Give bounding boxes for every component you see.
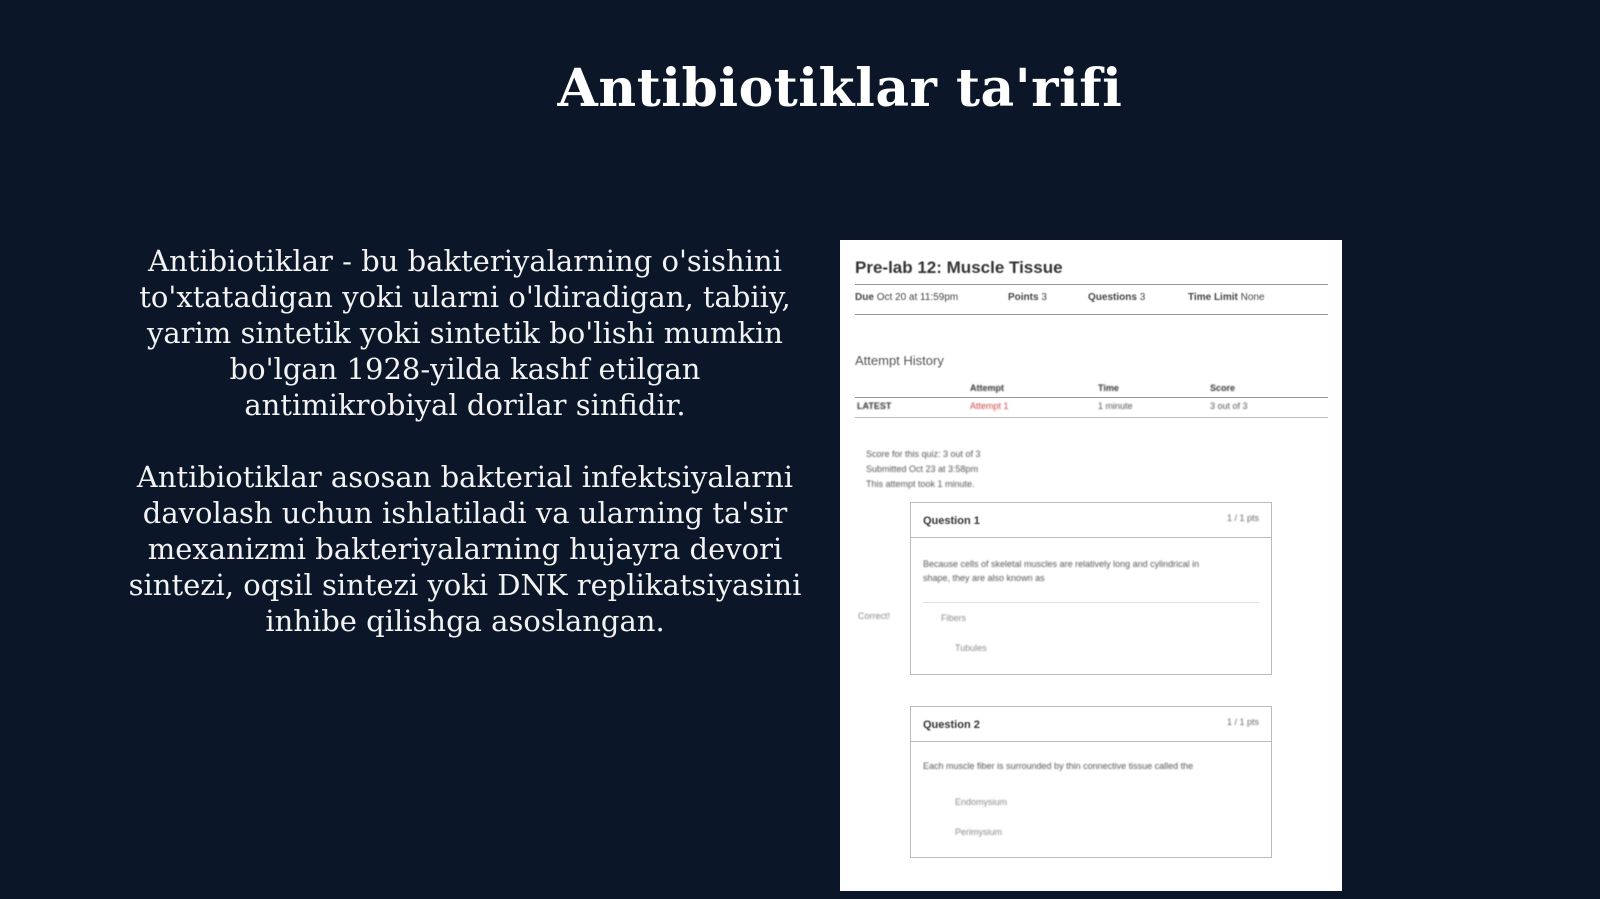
- question-header: [911, 707, 1271, 742]
- question-card: [910, 706, 1272, 858]
- divider: [855, 284, 1328, 285]
- attempt-history-heading: Attempt History: [855, 353, 944, 368]
- attempt-link[interactable]: Attempt 1: [970, 401, 1009, 411]
- answer-option[interactable]: Endomysium: [955, 797, 1008, 807]
- question-text-line: Each muscle fiber is surrounded by thin connective tissue called the: [923, 761, 1194, 771]
- attempt-score: 3 out of 3: [1210, 401, 1248, 411]
- column-header-score: Score: [1210, 383, 1236, 393]
- question-title: Question 1: [923, 515, 980, 527]
- answer-option[interactable]: Perimysium: [955, 827, 1003, 837]
- quiz-questions: Questions 3: [1088, 292, 1146, 303]
- divider: [855, 314, 1328, 315]
- question-text-line: shape, they are also known as: [923, 573, 1045, 583]
- question-points: 1 / 1 pts: [1226, 717, 1259, 727]
- quiz-due: Due Oct 20 at 11:59pm: [855, 292, 959, 303]
- quiz-time-limit: Time Limit None: [1188, 292, 1265, 303]
- divider: [855, 397, 1328, 398]
- quiz-score-summary: Score for this quiz: 3 out of 3: [866, 449, 981, 459]
- answer-option[interactable]: Fibers: [941, 613, 967, 623]
- question-points: 1 / 1 pts: [1226, 513, 1259, 523]
- column-header-attempt: Attempt: [970, 383, 1004, 393]
- paragraph-usage: Antibiotiklar asosan bakterial infektsiyalarni davolash uchun ishlatiladi va ularning ta'sir mexanizmi bakteriyalarning hujayra devori sintezi, oqsil sintezi yoki DNK replikatsiyasini inhibe qilishga asoslangan.: [128, 460, 802, 638]
- question-card: [910, 502, 1272, 675]
- divider: [923, 602, 1259, 603]
- correct-label: Correct!: [858, 611, 891, 621]
- quiz-points: Points 3: [1008, 292, 1047, 303]
- column-header-time: Time: [1098, 383, 1119, 393]
- slide-body: [125, 243, 805, 675]
- attempt-time: 1 minute: [1098, 401, 1133, 411]
- divider: [855, 417, 1328, 418]
- quiz-duration: This attempt took 1 minute.: [866, 479, 975, 489]
- quiz-submitted: Submitted Oct 23 at 3:58pm: [866, 464, 979, 474]
- paragraph-definition: Antibiotiklar - bu bakteriyalarning o'sishini to'xtatadigan yoki ularni o'ldiradigan, tabiiy, yarim sintetik yoki sintetik bo'lishi mumkin bo'lgan 1928-yilda kashf etilgan antimikrobiyal dorilar sinfidir.: [139, 244, 791, 422]
- answer-option[interactable]: Tubules: [955, 643, 987, 653]
- question-text-line: Because cells of skeletal muscles are relatively long and cylindrical in: [923, 559, 1200, 569]
- question-header: [911, 503, 1271, 538]
- slide-title: Antibiotiklar ta'rifi: [557, 58, 1123, 119]
- question-title: Question 2: [923, 719, 980, 731]
- quiz-title: Pre-lab 12: Muscle Tissue: [855, 258, 1063, 277]
- quiz-screenshot: [840, 240, 1342, 891]
- row-label-latest: LATEST: [857, 401, 892, 411]
